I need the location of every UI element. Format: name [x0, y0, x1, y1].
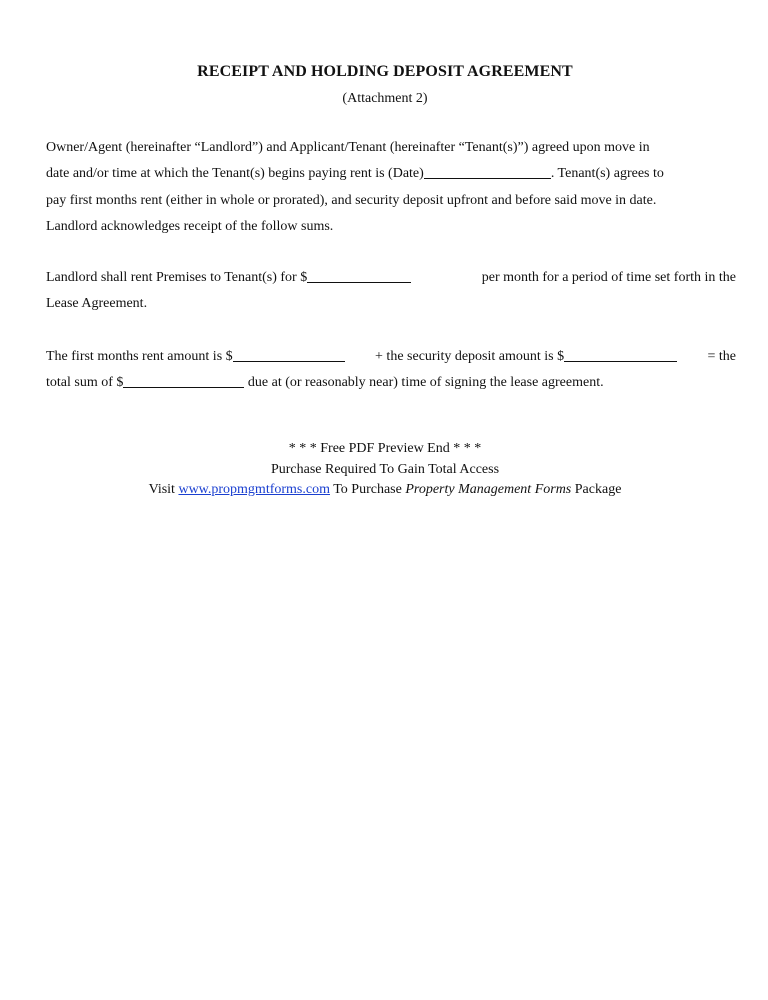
- paragraph-rent: [46, 265, 736, 318]
- date-blank[interactable]: [424, 165, 551, 179]
- purchase-required-notice: Purchase Required To Gain Total Access: [270, 462, 500, 477]
- paragraph-line: [46, 135, 736, 161]
- paragraph-line: [46, 291, 736, 317]
- text-span: per month for a period of time set forth in the: [481, 270, 736, 285]
- propmgmtforms-link[interactable]: www.propmgmtforms.com: [178, 482, 330, 497]
- paragraph-line: [46, 214, 736, 240]
- paragraph-line: [46, 188, 736, 214]
- paragraph-line: [46, 344, 736, 370]
- preview-end-notice: * * * Free PDF Preview End * * *: [288, 441, 482, 456]
- paragraph-line: [46, 370, 736, 396]
- text-span: due at (or reasonably near) time of signing the lease agreement.: [247, 375, 604, 391]
- document-title: RECEIPT AND HOLDING DEPOSIT AGREEMENT: [197, 63, 573, 80]
- text-span: The first months rent amount is $: [46, 344, 345, 370]
- paragraph-sums: [46, 344, 736, 397]
- visit-notice: [0, 482, 768, 498]
- text-span: total sum of $: [46, 375, 124, 391]
- text-span: Lease Agreement.: [46, 296, 148, 312]
- text-span: date and/or time at which the Tenant(s) begins paying rent is (Date) . Tenant(s) agrees to: [46, 166, 664, 182]
- paragraph-line: [46, 265, 736, 291]
- document-subtitle: (Attachment 2): [342, 91, 428, 106]
- visit-prefix: Visit: [148, 482, 175, 497]
- first-month-rent-blank[interactable]: [233, 348, 345, 362]
- text-span: Owner/Agent (hereinafter “Landlord”) and Applicant/Tenant (hereinafter “Tenant(s)”) agreed upon move in: [46, 140, 650, 155]
- text-span: Landlord shall rent Premises to Tenant(s) for $: [46, 265, 411, 291]
- paragraph-line: [46, 161, 736, 187]
- monthly-rent-blank[interactable]: [307, 269, 411, 283]
- paragraph-move-in: [46, 135, 736, 241]
- visit-suffix: Package: [574, 482, 622, 497]
- text-span: = the: [707, 349, 736, 364]
- text-span: + the security deposit amount is $: [375, 344, 677, 370]
- text-span: pay first months rent (either in whole or prorated), and security deposit upfront and before said move in date.: [46, 192, 657, 208]
- total-sum-blank[interactable]: [123, 374, 244, 388]
- product-name: Property Management Forms: [405, 482, 572, 497]
- text-span: Landlord acknowledges receipt of the follow sums.: [46, 219, 334, 235]
- security-deposit-blank[interactable]: [564, 348, 677, 362]
- visit-middle: To Purchase: [333, 482, 402, 497]
